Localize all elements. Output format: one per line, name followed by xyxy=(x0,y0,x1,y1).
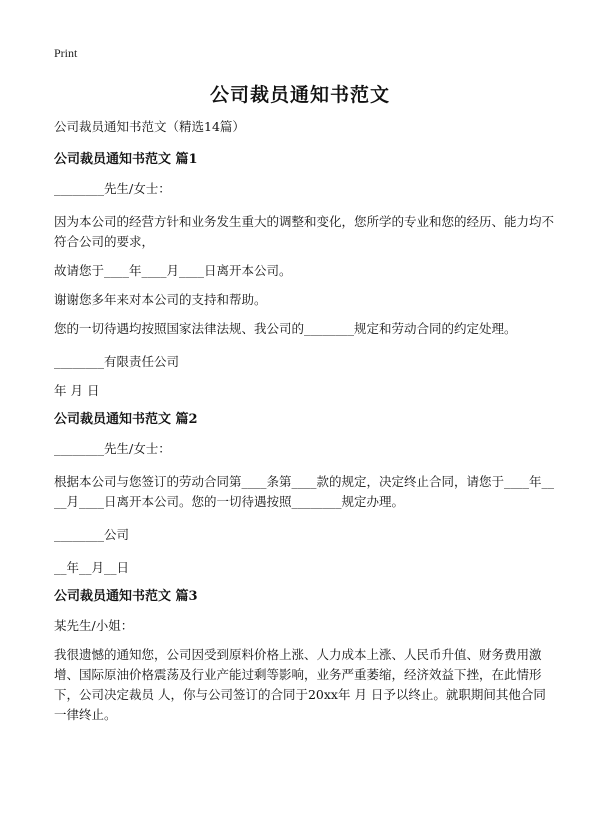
page-title: 公司裁员通知书范文 xyxy=(209,84,390,106)
section-3-heading: 公司裁员通知书范文 篇3 xyxy=(54,589,198,604)
section-2-signature: ________公司 xyxy=(54,527,130,542)
section-1-paragraph-1: 因为本公司的经营方针和业务发生重大的调整和变化，您所学的专业和您的经历、能力均不符合公司的要求， xyxy=(54,214,555,249)
section-1-paragraph-2: 故请您于____年____月____日离开本公司。 xyxy=(54,263,292,278)
section-2-paragraph-1: 根据本公司与您签订的劳动合同第____条第____款的规定，决定终止合同，请您于____年____月____日离开本公司。您的一切待遇按照________规定办理。 xyxy=(54,474,555,509)
section-1-paragraph-3: 谢谢您多年来对本公司的支持和帮助。 xyxy=(54,292,267,307)
section-1-salutation: ________先生/女士： xyxy=(54,181,171,196)
section-2-salutation: ________先生/女士： xyxy=(54,441,171,456)
section-1-heading: 公司裁员通知书范文 篇1 xyxy=(54,152,198,167)
section-1-signature: ________有限责任公司 xyxy=(54,354,180,369)
document-body xyxy=(54,117,554,734)
document-subtitle: 公司裁员通知书范文（精选14篇） xyxy=(54,119,245,134)
section-2-heading: 公司裁员通知书范文 篇2 xyxy=(54,412,198,427)
section-1-date: 年 月 日 xyxy=(54,383,100,398)
section-3-paragraph-1: 我很遗憾的通知您，公司因受到原料价格上涨、人力成本上涨、人民币升值、财务费用激增、国际原油价格震荡及行业产能过剩等影响，业务严重萎缩，经济效益下挫，在此情形下，公司决定裁员 人，你与公司签订的合同于20xx年 月 日予以终止。就职期间其他合同一律终止。 xyxy=(54,647,546,722)
section-1-paragraph-4: 您的一切待遇均按照国家法律法规、我公司的________规定和劳动合同的约定处理。 xyxy=(54,321,517,336)
print-link[interactable]: Print xyxy=(54,46,78,60)
section-2-date: __年__月__日 xyxy=(54,560,130,575)
section-3-salutation: 某先生/小姐： xyxy=(54,618,134,633)
